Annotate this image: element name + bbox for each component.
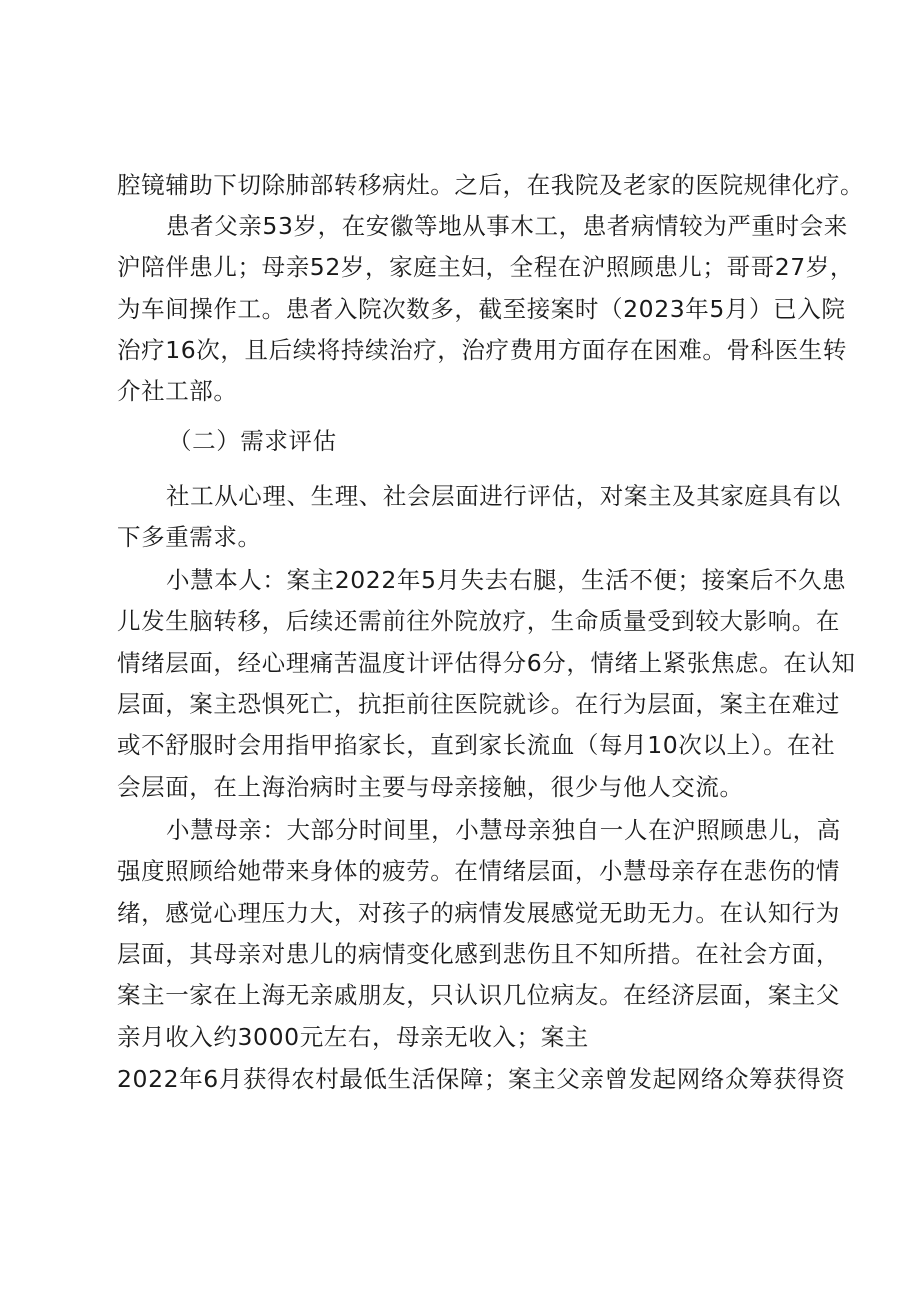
text-line-5: 治疗16次，且后续将持续治疗，治疗费用方面存在困难。骨科医生转 [117,336,848,364]
text-line-12: 情绪层面，经心理痛苦温度计评估得分6分，情绪上紧张焦虑。在认知 [117,649,856,677]
section-heading: （二）需求评估 [168,427,337,455]
text-line-2: 患者父亲53岁，在安徽等地从事木工，患者病情较为严重时会来 [166,212,848,240]
text-line-19: 层面，其母亲对患儿的病情变化感到悲伤且不知所措。在社会方面， [117,940,840,968]
text-line-9: 下多重需求。 [117,523,262,551]
text-line-17: 强度照顾给她带来身体的疲劳。在情绪层面，小慧母亲存在悲伤的情 [117,857,840,885]
text-line-10: 小慧本人：案主2022年5月失去右腿，生活不便；接案后不久患 [166,566,847,594]
text-line-15: 会层面，在上海治病时主要与母亲接触，很少与他人交流。 [117,773,744,801]
text-line-6: 介社工部。 [117,377,238,405]
text-line-11: 儿发生脑转移，后续还需前往外院放疗，生命质量受到较大影响。在 [117,607,840,635]
text-line-8: 社工从心理、生理、社会层面进行评估，对案主及其家庭具有以 [166,482,841,510]
text-line-16: 小慧母亲：大部分时间里，小慧母亲独自一人在沪照顾患儿，高 [166,816,841,844]
text-line-13: 层面，案主恐惧死亡，抗拒前往医院就诊。在行为层面，案主在难过 [117,690,840,718]
text-line-14: 或不舒服时会用指甲掐家长，直到家长流血（每月10次以上）。在社 [117,731,836,759]
text-line-1: 腔镜辅助下切除肺部转移病灶。之后，在我院及老家的医院规律化疗。 [117,171,865,199]
text-line-22: 2022年6月获得农村最低生活保障；案主父亲曾发起网络众筹获得资 [117,1065,846,1093]
text-line-20: 案主一家在上海无亲戚朋友，只认识几位病友。在经济层面，案主父 [117,981,840,1009]
text-line-4: 为车间操作工。患者入院次数多，截至接案时（2023年5月）已入院 [117,295,846,323]
text-line-21: 亲月收入约3000元左右，母亲无收入；案主 [117,1023,589,1051]
text-line-3: 沪陪伴患儿；母亲52岁，家庭主妇，全程在沪照顾患儿；哥哥27岁， [117,253,855,281]
text-line-18: 绪，感觉心理压力大，对孩子的病情发展感觉无助无力。在认知行为 [117,899,840,927]
